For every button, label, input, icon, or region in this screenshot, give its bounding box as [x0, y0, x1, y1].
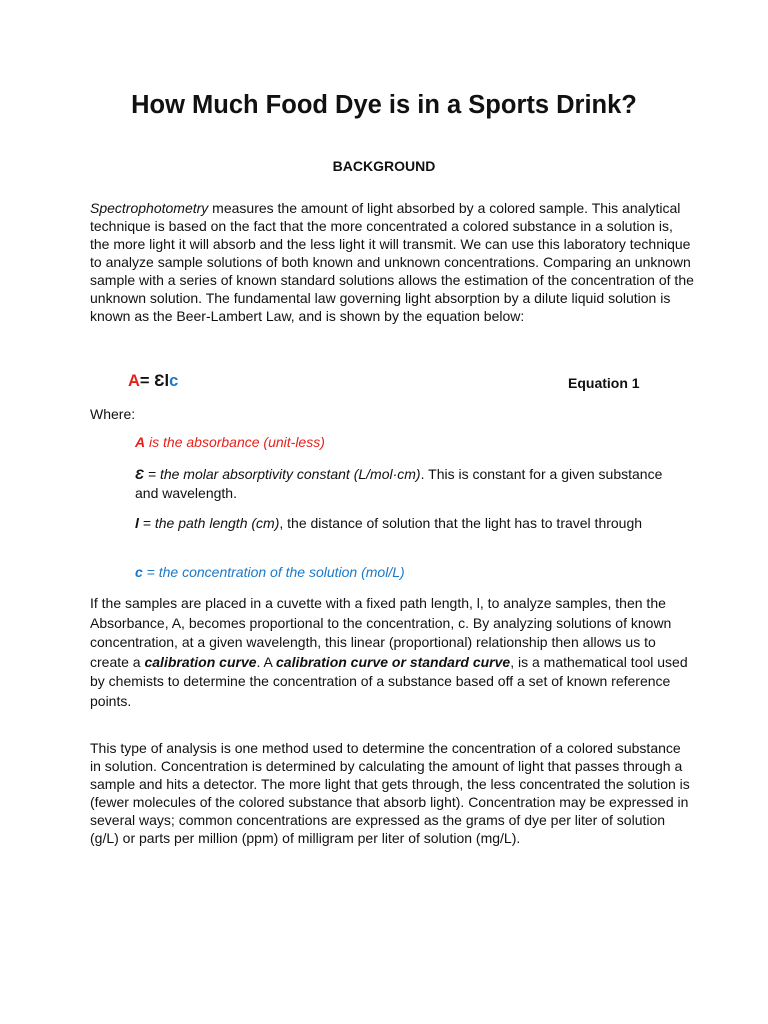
beer-lambert-equation — [128, 372, 178, 391]
absorbance-desc: is the absorbance (unit-less) — [145, 434, 325, 450]
path-symbol: l — [135, 515, 139, 531]
equation-absorbance: A — [128, 372, 140, 390]
section-heading: BACKGROUND — [332, 158, 436, 174]
equation-middle: = Ɛl — [139, 372, 170, 390]
absorbance-symbol: A — [135, 434, 146, 450]
path-rest: , the distance of solution that the light has to travel through — [279, 515, 643, 531]
equation-concentration: c — [169, 372, 179, 390]
equation-label: Equation 1 — [568, 375, 640, 391]
spectrophotometry-term: Spectrophotometry — [90, 200, 209, 216]
page-title: How Much Food Dye is in a Sports Drink? — [131, 91, 637, 119]
where-label: Where: — [90, 406, 136, 422]
molar-rest: . This is constant for a given substance and wavelength. — [135, 466, 663, 501]
intro-text: measures the amount of light absorbed by a colored sample. This analytical technique is based on the fact that the more concentrated a colored substance in a solution is, the more light it will absorb and the less light it will transmit. We can use this laboratory technique to analyze sample solutions of both known and unknown concentrations. Comparing an unknown sample with a series of known standard solutions allows the estimation of the concentration of the unknown solution. The fundamental law governing light absorption by a dilute liquid solution is known as the Beer-Lambert Law, and is shown by the equation below: — [90, 200, 694, 324]
definition-absorbance — [135, 433, 675, 452]
concentration-desc: = the concentration of the solution (mol/L) — [142, 564, 405, 580]
calibration-paragraph — [90, 594, 694, 711]
definition-concentration — [135, 563, 675, 582]
molar-desc: = the molar absorptivity constant (L/mol·cm) — [144, 466, 421, 482]
molar-symbol: Ɛ — [135, 466, 144, 482]
concentration-symbol: c — [135, 564, 143, 580]
intro-paragraph — [90, 199, 694, 325]
calibration-text-2: . A — [256, 653, 276, 670]
calibration-term-2: calibration curve or standard curve — [276, 653, 511, 670]
definition-molar-absorptivity — [135, 465, 675, 503]
calibration-text-3: , is a mathematical tool used by chemists to determine the concentration of a substance based off a set of known reference points. — [90, 653, 688, 709]
analysis-paragraph: This type of analysis is one method used to determine the concentration of a colored substance in solution. Concentration is determined by calculating the amount of light that passes through a sample and hits a detector. The more light that gets through, the less concentrated the solution is (fewer molecules of the colored substance that absorb light). Concentration may be expressed in several ways; common concentrations are expressed as the grams of dye per liter of solution (g/L) or parts per million (ppm) of milligram per liter of solution (mg/L). — [90, 740, 690, 846]
calibration-text-1: If the samples are placed in a cuvette with a fixed path length, l, to analyze samples, then the Absorbance, A, becomes proportional to the concentration, c. By analyzing solutions of known concentration, at a given wavelength, this linear (proportional) relationship then allows us to create a — [90, 595, 672, 670]
definition-path-length — [135, 514, 675, 533]
calibration-term-1: calibration curve — [144, 653, 257, 670]
path-desc: = the path length (cm) — [138, 515, 280, 531]
